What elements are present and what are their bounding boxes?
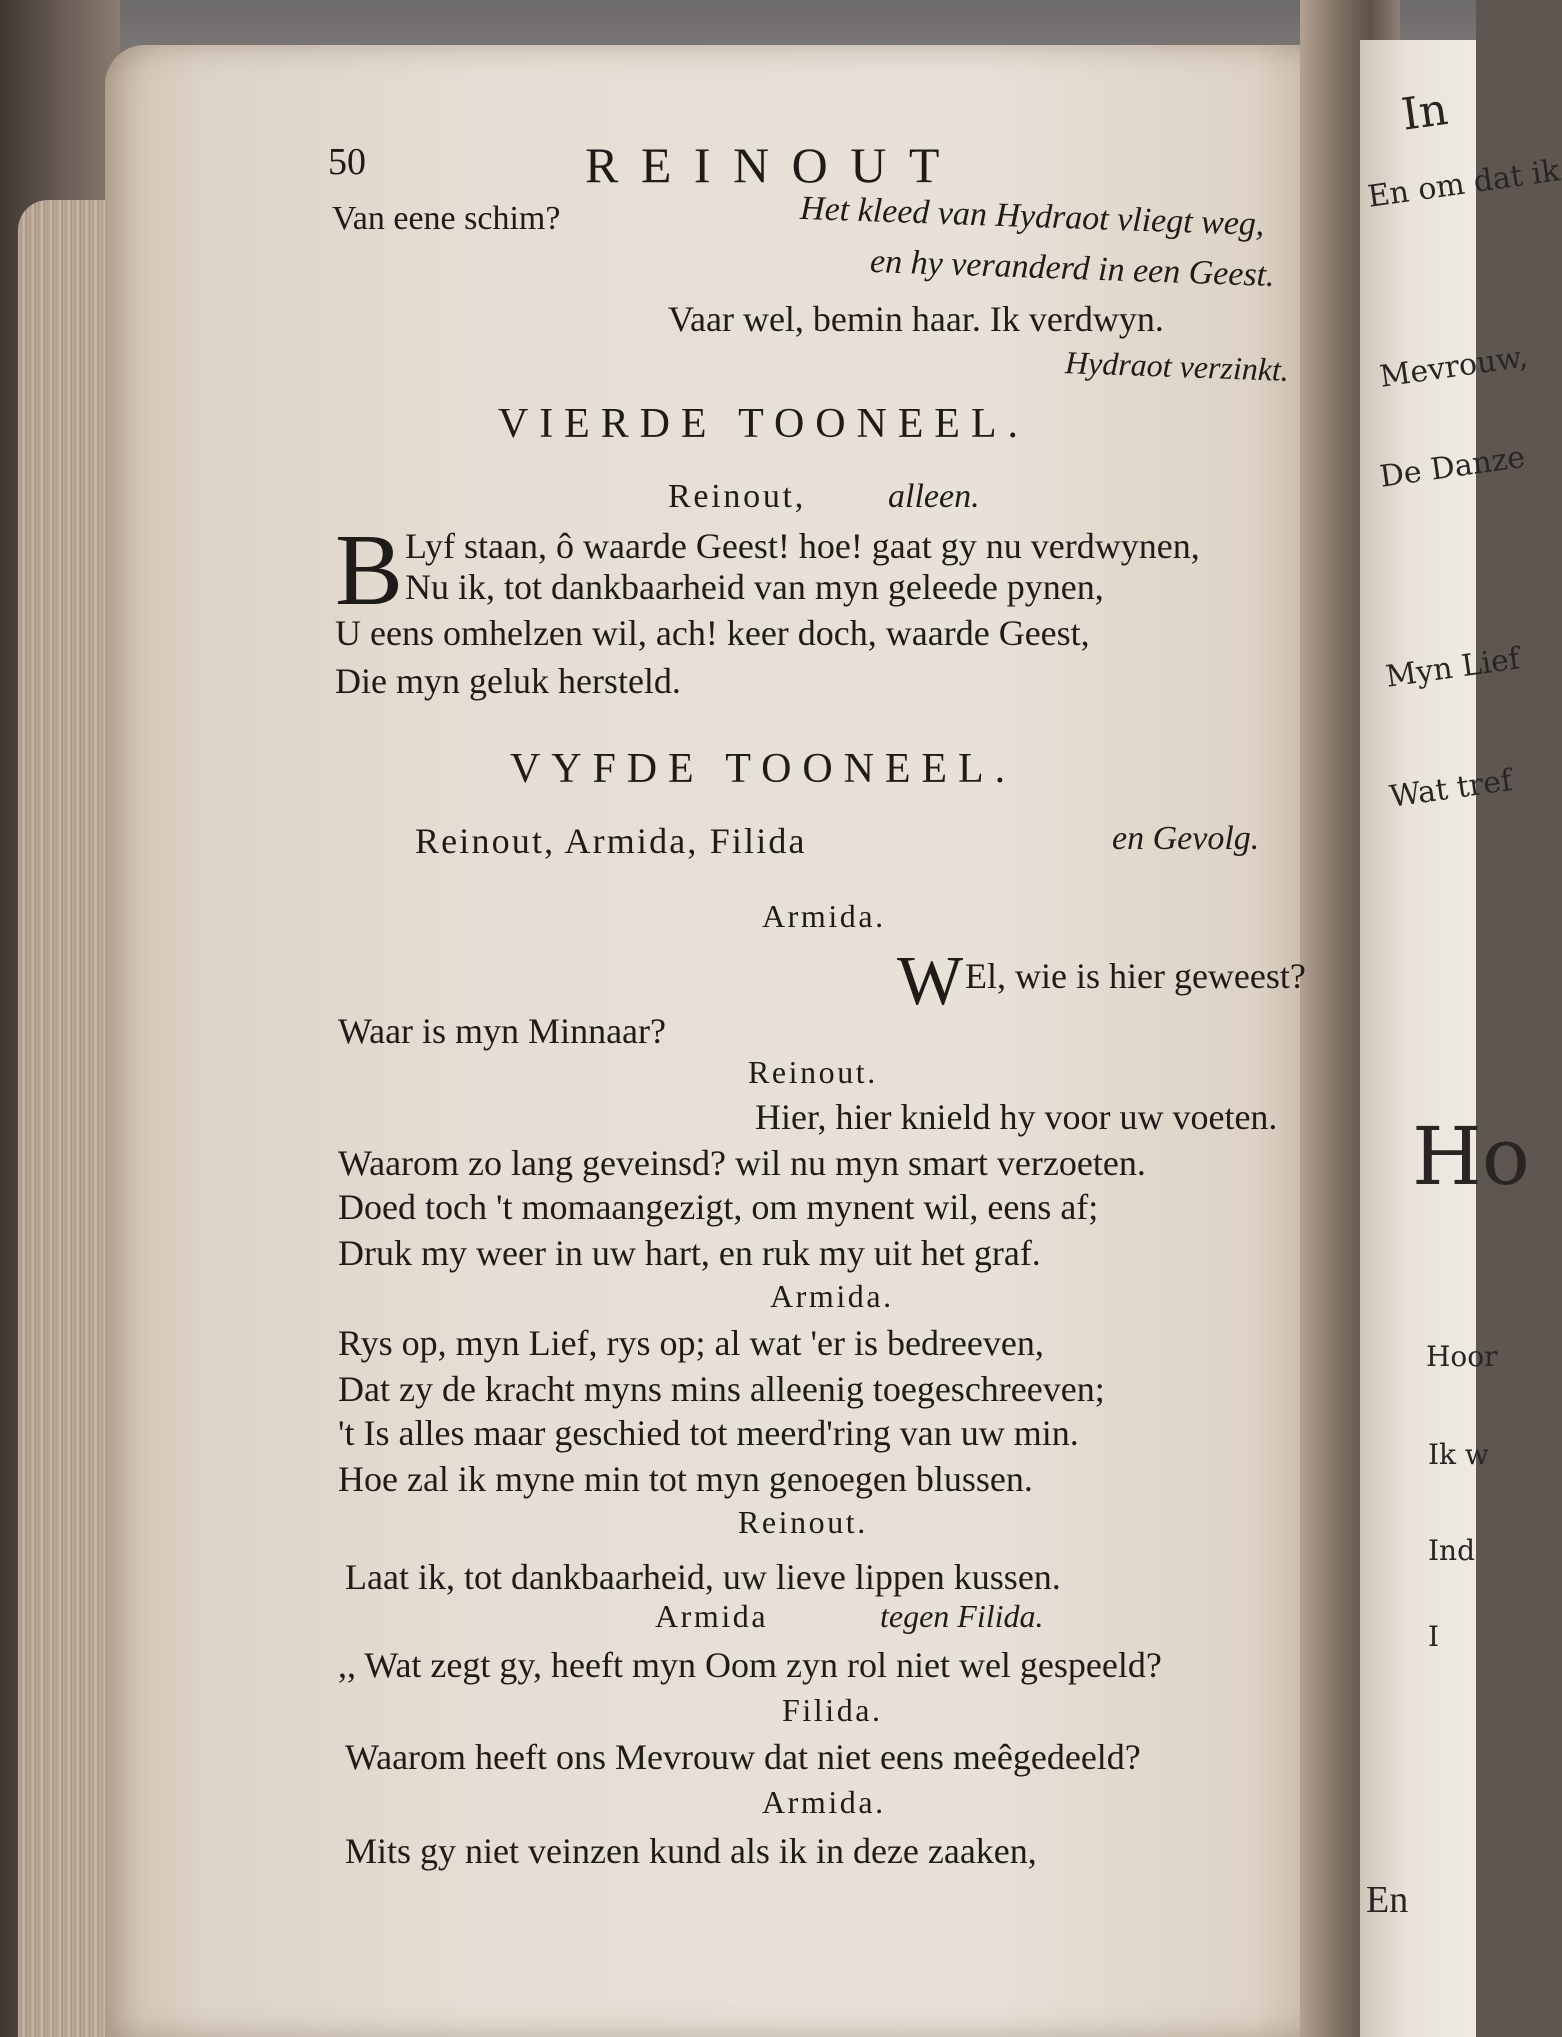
verse-line: ,, Wat zegt gy, heeft myn Oom zyn rol niet wel gespeeld?: [338, 1645, 1162, 1685]
right-page: [1360, 40, 1562, 2037]
stage-direction: Het kleed van Hydraot vliegt weg,: [799, 189, 1266, 244]
text-line: Van eene schim?: [332, 200, 561, 237]
speaker-name: Armida.: [762, 898, 886, 934]
stage-direction: en hy veranderd in een Geest.: [869, 242, 1276, 295]
catchword: En: [1366, 1879, 1409, 1921]
right-frag: I: [1428, 1620, 1440, 1653]
speaker-name: Reinout.: [738, 1504, 868, 1540]
page-number: 50: [328, 141, 366, 183]
text-line: Vaar wel, bemin haar. Ik verdwyn.: [668, 299, 1164, 339]
verse-line: Mits gy niet veinzen kund als ik in deze zaaken,: [345, 1831, 1037, 1871]
verse-line: Lyf staan, ô waarde Geest! hoe! gaat gy nu verdwynen,: [405, 526, 1200, 566]
speaker-name: Armida: [655, 1598, 769, 1634]
right-frag: Ik w: [1428, 1438, 1489, 1471]
speaker-note: alleen.: [888, 478, 980, 515]
speaker-note: tegen Filida.: [880, 1598, 1044, 1634]
right-frag: Mevrouw,: [1377, 339, 1530, 395]
speaker-name: Armida.: [770, 1278, 894, 1314]
stage-direction: Hydraot verzinkt.: [1064, 344, 1290, 388]
verse-line: Laat ik, tot dankbaarheid, uw lieve lippen kussen.: [345, 1557, 1061, 1597]
speaker-name: Reinout.: [748, 1054, 878, 1090]
speaker-name: Filida.: [782, 1692, 883, 1728]
right-frag: Ind: [1428, 1534, 1476, 1567]
right-frag: Ho: [1412, 1110, 1530, 1203]
verse-line: Dat zy de kracht myns mins alleenig toegeschreeven;: [338, 1369, 1105, 1409]
cast-note: en Gevolg.: [1112, 820, 1260, 857]
right-frag: En om dat ik: [1365, 153, 1562, 215]
verse-line: Hier, hier knield hy voor uw voeten.: [755, 1097, 1278, 1137]
verse-line: Druk my weer in uw hart, en ruk my uit het graf.: [338, 1233, 1041, 1273]
drop-cap: W: [897, 943, 964, 1020]
speaker-name: Armida.: [762, 1784, 886, 1820]
verse-line: 't Is alles maar geschied tot meerd'ring van uw min.: [338, 1413, 1079, 1453]
verse-line: Nu ik, tot dankbaarheid van myn geleede pynen,: [405, 567, 1104, 607]
right-frag: Myn Lief: [1383, 641, 1523, 695]
verse-line: Waarom heeft ons Mevrouw dat niet eens meêgedeeld?: [345, 1737, 1141, 1777]
verse-line: Hoe zal ik myne min tot myn genoegen blussen.: [338, 1459, 1033, 1499]
cast-list: Reinout, Armida, Filida: [415, 821, 807, 861]
scene-title: VIERDE TOONEEL.: [498, 401, 1029, 447]
verse-line: Waarom zo lang geveinsd? wil nu myn smart verzoeten.: [338, 1143, 1146, 1183]
right-frag: De Danze: [1377, 439, 1528, 495]
verse-line: Rys op, myn Lief, rys op; al wat 'er is bedreeven,: [338, 1323, 1044, 1363]
right-frag: Wat tref: [1387, 763, 1515, 815]
verse-line: Doed toch 't momaangezigt, om mynent wil, eens af;: [338, 1187, 1099, 1227]
drop-cap: B: [335, 514, 404, 627]
running-head: REINOUT: [585, 137, 962, 193]
right-frag: Hoor: [1426, 1340, 1498, 1373]
verse-line: Waar is myn Minnaar?: [338, 1011, 666, 1051]
right-frag: In: [1398, 83, 1451, 141]
speaker-name: Reinout,: [668, 478, 806, 515]
verse-line: Die myn geluk hersteld.: [335, 661, 681, 701]
scene-title: VYFDE TOONEEL.: [510, 746, 1016, 792]
verse-line: El, wie is hier geweest?: [965, 956, 1306, 996]
verse-line: U eens omhelzen wil, ach! keer doch, waarde Geest,: [335, 613, 1090, 653]
